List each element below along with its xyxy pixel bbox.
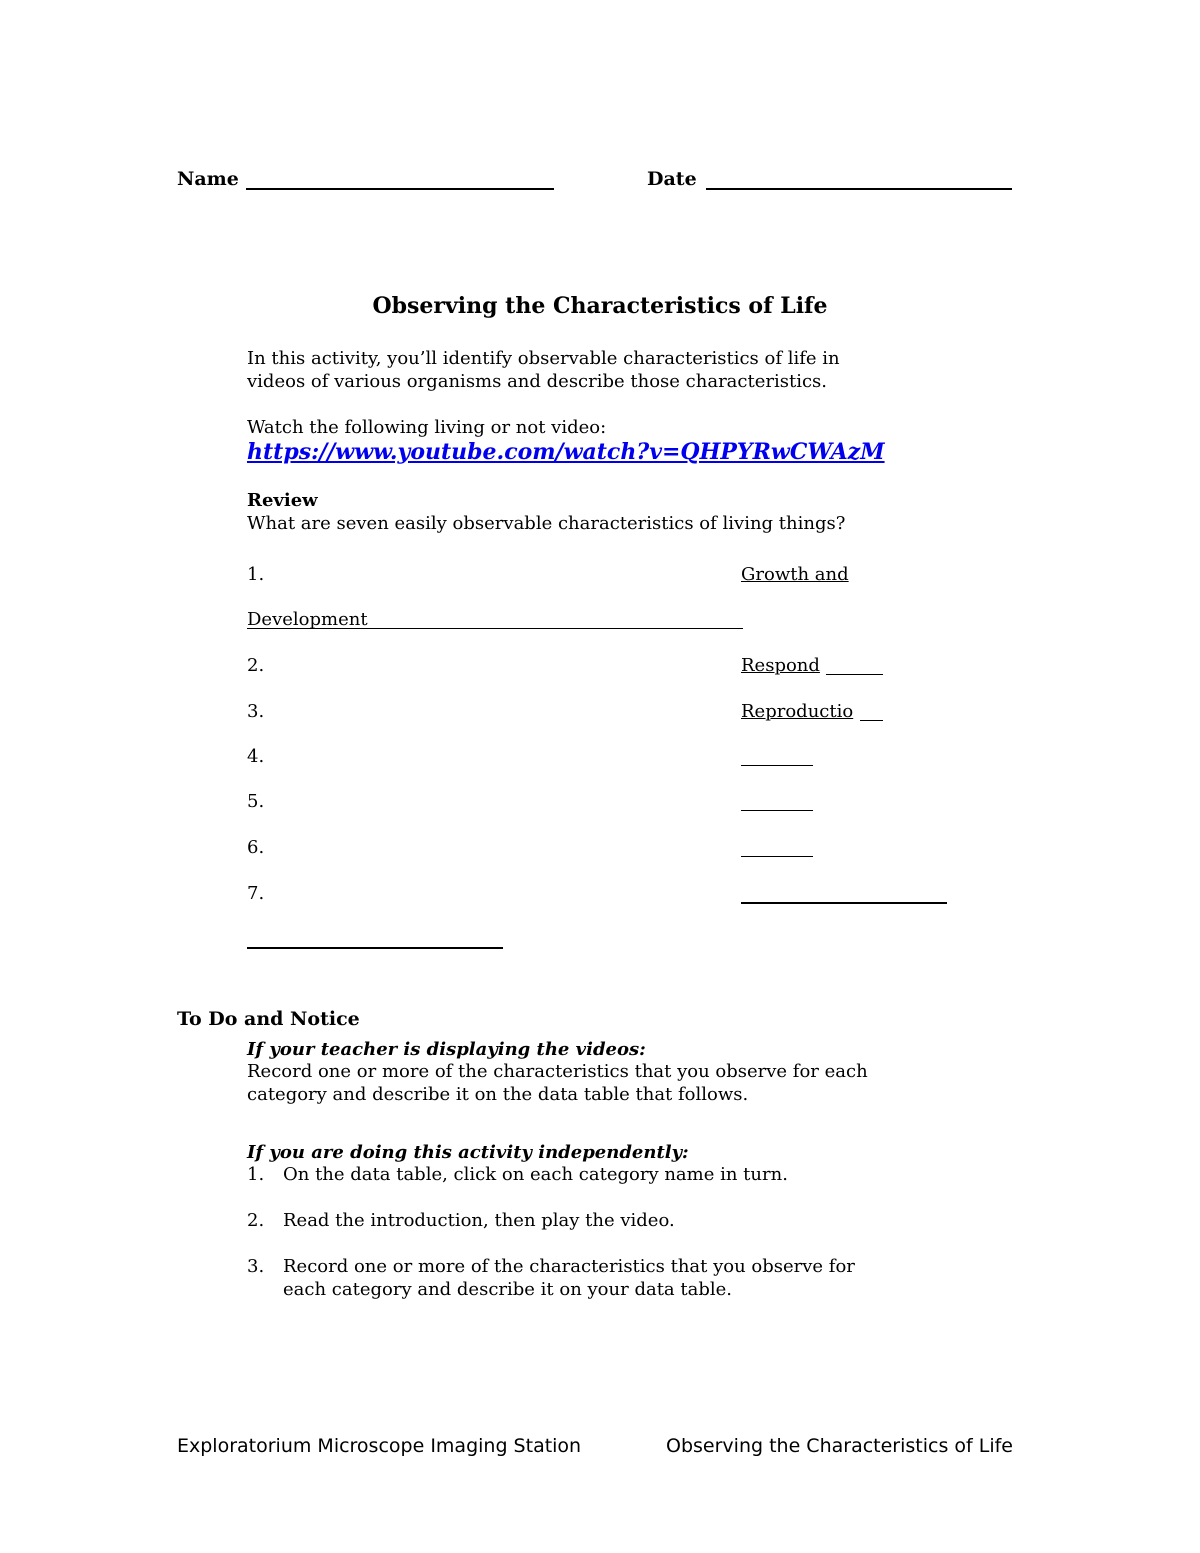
item-answer-line[interactable] (741, 856, 813, 857)
step-number: 1. (247, 1164, 265, 1185)
item-answer-line[interactable] (741, 810, 813, 811)
step-number: 2. (247, 1210, 265, 1231)
name-line[interactable] (246, 188, 554, 190)
item-answer[interactable]: Growth and (741, 564, 849, 585)
item-7-continuation-line[interactable] (247, 947, 503, 949)
intro-line-2: videos of various organisms and describe those characteristics. (247, 371, 828, 392)
item-answer-line[interactable] (860, 720, 883, 721)
name-label: Name (177, 168, 239, 190)
item-answer[interactable]: Respond (741, 655, 820, 676)
step-number: 3. (247, 1256, 265, 1277)
date-line[interactable] (706, 188, 1012, 190)
intro-line-1: In this activity, you’ll identify observable characteristics of life in (247, 348, 840, 369)
date-label: Date (647, 168, 697, 190)
step-text: On the data table, click on each category name in turn. (283, 1164, 788, 1185)
review-heading: Review (247, 490, 318, 511)
item-1-answer-line[interactable] (247, 628, 743, 629)
footer-left: Exploratorium Microscope Imaging Station (177, 1435, 582, 1457)
item-answer-line[interactable] (741, 902, 947, 904)
review-question: What are seven easily observable characteristics of living things? (247, 513, 846, 534)
step-text-continued: each category and describe it on your data table. (283, 1279, 732, 1300)
item-answer-line[interactable] (826, 674, 883, 675)
item-number: 4. (247, 746, 265, 767)
todo-heading: To Do and Notice (177, 1008, 360, 1030)
teacher-heading: If your teacher is displaying the videos: (247, 1039, 646, 1060)
item-number: 2. (247, 655, 265, 676)
item-number: 6. (247, 837, 265, 858)
teacher-line-2: category and describe it on the data table that follows. (247, 1084, 749, 1105)
item-1-continuation: Development (247, 609, 368, 630)
item-answer-line[interactable] (741, 765, 813, 766)
watch-prompt: Watch the following living or not video: (247, 417, 607, 438)
step-text: Read the introduction, then play the video. (283, 1210, 675, 1231)
teacher-line-1: Record one or more of the characteristics that you observe for each (247, 1061, 868, 1082)
step-text: Record one or more of the characteristics that you observe for (283, 1256, 855, 1277)
independent-heading: If you are doing this activity independently: (247, 1142, 689, 1163)
item-number: 1. (247, 564, 265, 585)
footer-right: Observing the Characteristics of Life (666, 1435, 1013, 1457)
video-link[interactable]: https://www.youtube.com/watch?v=QHPYRwCWAzM (247, 439, 885, 465)
page-title: Observing the Characteristics of Life (372, 293, 828, 319)
item-number: 3. (247, 701, 265, 722)
item-number: 7. (247, 883, 265, 904)
item-number: 5. (247, 791, 265, 812)
item-answer[interactable]: Reproductio (741, 701, 854, 722)
